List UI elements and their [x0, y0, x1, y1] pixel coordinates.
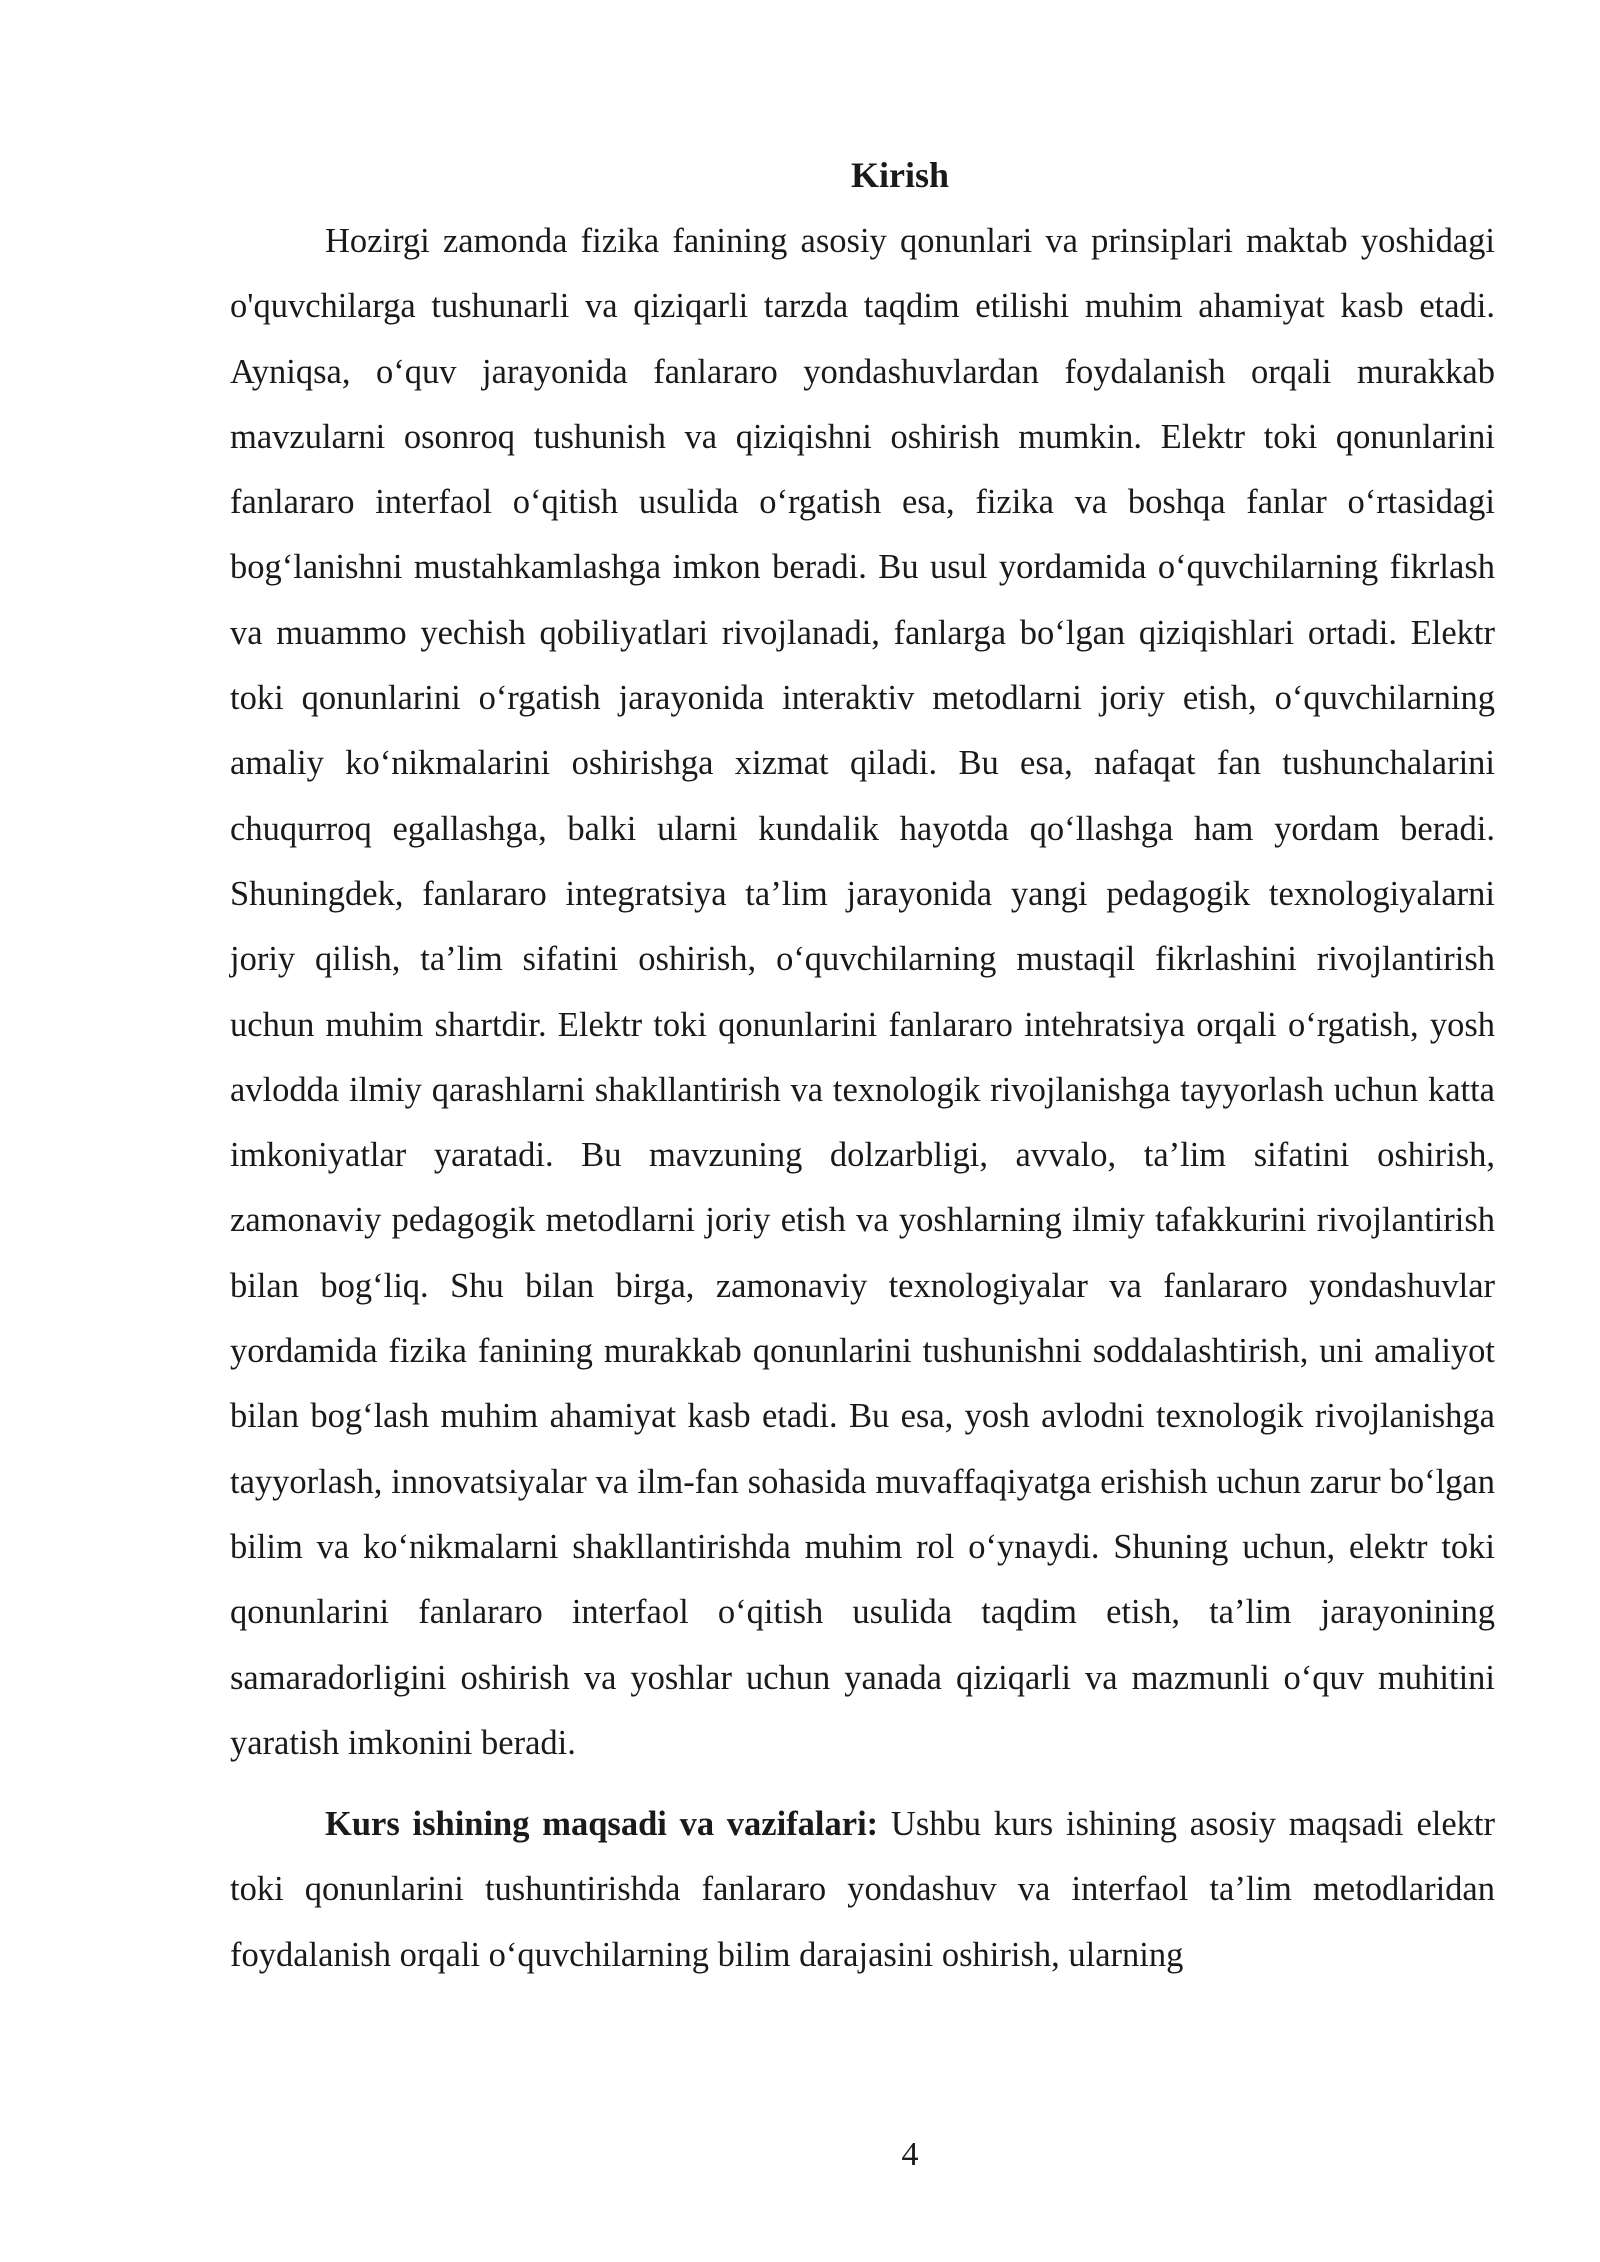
paragraph-text: Ushbu kurs ishining asosiy maqsadi elektr toki qonunlarini tushuntirishda fanlararo yondashuv va interfaol ta’lim metodlaridan foydalanish orqali o‘quvchilarning bilim darajasini oshirish, ularning — [230, 1805, 1495, 1974]
paragraph-goals — [230, 1792, 1495, 1988]
paragraph-text: Hozirgi zamonda fizika fanining asosiy qonunlari va prinsiplari maktab yoshidagi o'quvchilarga tushunarli va qiziqarli tarzda taqdim etilishi muhim ahamiyat kasb etadi. Ayniqsa, o‘quv jarayonida fanlararo yondashuvlardan foydalanish orqali murakkab mavzularni osonroq tushunish va qiziqishni oshirish mumkin. Elektr toki qonunlarini fanlararo interfaol o‘qitish usulida o‘rgatish esa, fizika va boshqa fanlar o‘rtasidagi bog‘lanishni mustahkamlashga imkon beradi. Bu usul yordamida o‘quvchilarning fikrlash va muammo yechish qobiliyatlari rivojlanadi, fanlarga bo‘lgan qiziqishlari ortadi. Elektr toki qonunlarini o‘rgatish jarayonida interaktiv metodlarni joriy etish, o‘quvchilarning amaliy ko‘nikmalarini oshirishga xizmat qiladi. Bu esa, nafaqat fan tushunchalarini chuqurroq egallashga, balki ularni kundalik hayotda qo‘llashga ham yordam beradi. Shuningdek, fanlararo integratsiya ta’lim jarayonida yangi pedagogik texnologiyalarni joriy qilish, ta’lim sifatini oshirish, o‘quvchilarning mustaqil fikrlashini rivojlantirish uchun muhim shartdir. Elektr toki qonunlarini fanlararo intehratsiya orqali o‘rgatish, yosh avlodda ilmiy qarashlarni shakllantirish va texnologik rivojlanishga tayyorlash uchun katta imkoniyatlar yaratadi. Bu mavzuning dolzarbligi, avvalo, ta’lim sifatini oshirish, zamonaviy pedagogik metodlarni joriy etish va yoshlarning ilmiy tafakkurini rivojlantirish bilan bog‘liq. Shu bilan birga, zamonaviy texnologiyalar va fanlararo yondashuvlar yordamida fizika fanining murakkab qonunlarini tushunishni soddalashtirish, uni amaliyot bilan bog‘lash muhim ahamiyat kasb etadi. Bu esa, yosh avlodni texnologik rivojlanishga tayyorlash, innovatsiyalar va ilm-fan sohasida muvaffaqiyatga erishish uchun zarur bo‘lgan bilim va ko‘nikmalarni shakllantirishda muhim rol o‘ynaydi. Shuning uchun, elektr toki qonunlarini fanlararo interfaol o‘qitish usulida taqdim etish, ta’lim jarayonining samaradorligini oshirish va yoshlar uchun yanada qiziqarli va mazmunli o‘quv muhitini yaratish imkonini beradi. — [230, 222, 1495, 1762]
section-heading: Kirish — [850, 155, 949, 195]
paragraph-introduction — [230, 209, 1495, 1776]
paragraph-lead: Kurs ishining maqsadi va vazifalari: — [325, 1805, 879, 1844]
body-text — [230, 209, 1495, 1988]
page-number: 4 — [901, 2136, 919, 2173]
